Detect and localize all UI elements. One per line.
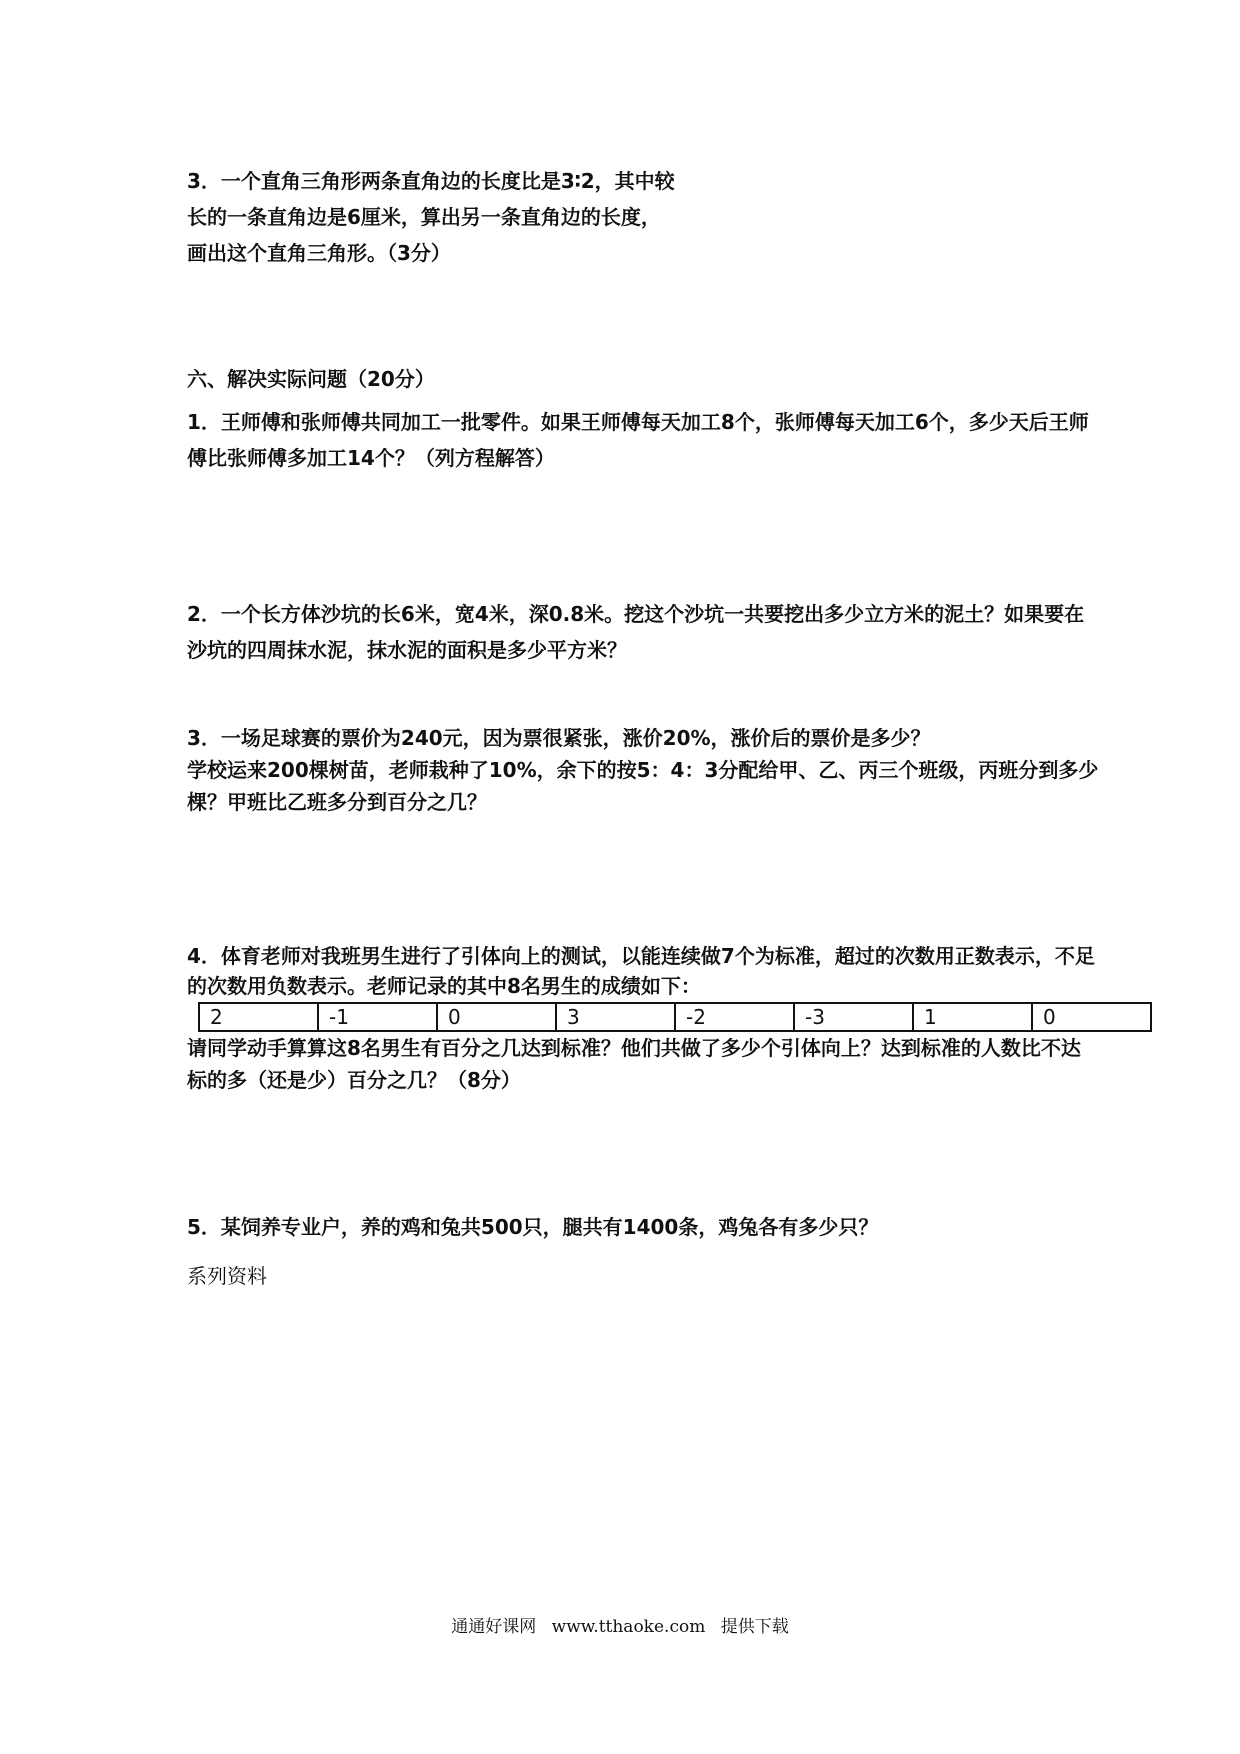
score-cell: 1	[913, 1003, 1032, 1031]
score-cell: -2	[675, 1003, 794, 1031]
geometry-question-line-3: 画出这个直角三角形。（3分）	[187, 241, 451, 265]
q4-line-2: 的次数用负数表示。老师记录的其中8名男生的成绩如下：	[187, 974, 701, 998]
score-cell: 0	[437, 1003, 556, 1031]
geometry-question-line-1: 3．一个直角三角形两条直角边的长度比是3∶2，其中较	[187, 169, 675, 193]
score-cell: -3	[794, 1003, 913, 1031]
q4-line-4: 标的多（还是少）百分之几？（8分）	[187, 1068, 521, 1092]
score-cell: -1	[318, 1003, 437, 1031]
score-cell: 0	[1032, 1003, 1151, 1031]
q3-line-1: 3．一场足球赛的票价为240元，因为票很紧张，涨价20%，涨价后的票价是多少？	[187, 726, 931, 750]
scores-table	[198, 1002, 1152, 1032]
q1-line-1: 1．王师傅和张师傅共同加工一批零件。如果王师傅每天加工8个，张师傅每天加工6个，多少天后王师	[187, 410, 1089, 434]
scores-row	[199, 1003, 1151, 1031]
score-cell: 2	[199, 1003, 318, 1031]
q5-text: 5．某饲养专业户，养的鸡和兔共500只，腿共有1400条，鸡兔各有多少只？	[187, 1215, 879, 1239]
q3-line-2: 学校运来200棵树苗，老师栽种了10%，余下的按5：4：3分配给甲、乙、丙三个班级，丙班分到多少	[187, 758, 1099, 782]
footer	[0, 1612, 1240, 1637]
series-note: 系列资料	[187, 1264, 267, 1288]
footer-site-name: 通通好课网	[451, 1617, 537, 1637]
q4-line-1: 4．体育老师对我班男生进行了引体向上的测试，以能连续做7个为标准，超过的次数用正数表示，不足	[187, 944, 1095, 968]
q1-line-2: 傅比张师傅多加工14个？（列方程解答）	[187, 446, 555, 470]
geometry-question-line-2: 长的一条直角边是6厘米，算出另一条直角边的长度，	[187, 205, 661, 229]
footer-url[interactable]: www.tthaoke.com	[551, 1617, 706, 1637]
q3-line-3: 棵？甲班比乙班多分到百分之几？	[187, 790, 487, 814]
footer-suffix: 提供下载	[720, 1617, 789, 1637]
q2-line-1: 2．一个长方体沙坑的长6米，宽4米，深0.8米。挖这个沙坑一共要挖出多少立方米的泥土？如果要在	[187, 602, 1085, 626]
section-heading: 六、解决实际问题（20分）	[187, 367, 435, 391]
q2-line-2: 沙坑的四周抹水泥，抹水泥的面积是多少平方米？	[187, 638, 627, 662]
q4-line-3: 请同学动手算算这8名男生有百分之几达到标准？他们共做了多少个引体向上？达到标准的人数比不达	[187, 1036, 1081, 1060]
score-cell: 3	[556, 1003, 675, 1031]
